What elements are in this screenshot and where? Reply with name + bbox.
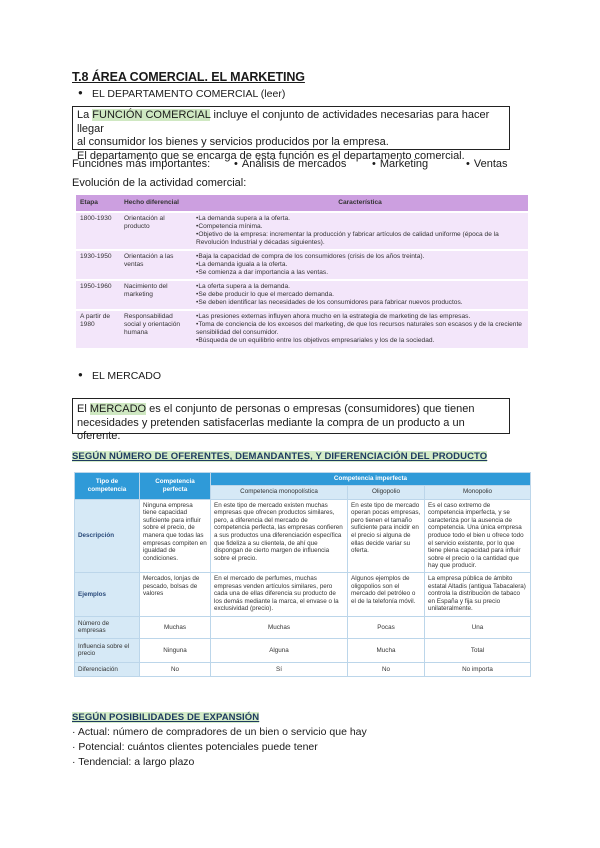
- evolution-hecho: Orientación a las ventas: [120, 250, 192, 280]
- comp-cell: Muchas: [211, 616, 348, 638]
- evolution-caracteristicas: [192, 310, 528, 348]
- section-heading-expansion: SEGÚN POSIBILIDADES DE EXPANSIÓN: [72, 712, 260, 723]
- market-rest: es el conjunto de personas o empresas (consumidores) que tienen: [146, 403, 475, 415]
- definition-box-mercado: [72, 398, 510, 442]
- caracteristica-item: • Las presiones externas influyen ahora mucho en la estrategia de marketing de las empresas.: [196, 313, 524, 321]
- evolution-etapa: A partir de 1980: [76, 310, 120, 348]
- def-prefix: La: [77, 109, 93, 121]
- bullet-departamento: ● EL DEPARTAMENTO COMERCIAL (leer): [92, 88, 285, 100]
- comp-cell: Es el caso extremo de competencia imperfecta, y se caracteriza por la ausencia de competencia. Una única empresa produce todo el bien u ofrece todo el servicio existente, por lo que tiene plena capacidad para influir sobre el precio o la cantidad que hay que producir.: [425, 499, 531, 572]
- evolution-label: Evolución de la actividad comercial:: [72, 177, 247, 189]
- comp-cell: Muchas: [140, 616, 211, 638]
- def-rest: incluye el conjunto de actividades necesarias para hacer llegar: [77, 109, 490, 135]
- expansion-item: · Tendencial: a largo plazo: [72, 756, 195, 768]
- market-line2: necesidades y pretenden satisfacerlas mediante la compra de un producto a un oferente.: [77, 416, 465, 442]
- comp-row-label: Influencia sobre el precio: [75, 638, 140, 662]
- comp-corner-header: Tipo de competencia: [75, 473, 140, 500]
- evolution-header-row: [76, 195, 528, 212]
- comp-cell: Ninguna: [140, 638, 211, 662]
- evolution-table: [76, 195, 528, 348]
- caracteristica-item: • Toma de conciencia de los excesos del marketing, de que los recursos naturales son escasos y de la creciente sensibilidad del consumidor.: [196, 321, 524, 337]
- comp-ejemplos-row: [75, 572, 531, 616]
- evolution-caracteristicas: [192, 280, 528, 310]
- evolution-row: [76, 250, 528, 280]
- comp-cell: Total: [425, 638, 531, 662]
- caracteristica-item: • Se comienza a dar importancia a las ventas.: [196, 269, 524, 277]
- comp-row: [75, 638, 531, 662]
- caracteristica-item: • Baja la capacidad de compra de los consumidores (crisis de los años treinta).: [196, 253, 524, 261]
- evolution-hecho: Nacimiento del marketing: [120, 280, 192, 310]
- caracteristica-item: • La oferta supera a la demanda.: [196, 283, 524, 291]
- evolution-caracteristicas: [192, 250, 528, 280]
- evolution-header: Hecho diferencial: [120, 195, 192, 212]
- evolution-hecho: Orientación al producto: [120, 212, 192, 250]
- comp-cell: La empresa pública de ámbito estatal Altadis (antigua Tabacalera) controla la distribución de tabaco en España y fija su precio unilateralmente.: [425, 572, 531, 616]
- caracteristica-item: • Competencia mínima.: [196, 223, 524, 231]
- caracteristica-item: • La demanda iguala a la oferta.: [196, 261, 524, 269]
- caracteristica-item: • Búsqueda de un equilibrio entre los objetivos empresariales y los de la sociedad.: [196, 337, 524, 345]
- highlight-mercado: MERCADO: [89, 403, 147, 415]
- market-prefix: El: [77, 403, 90, 415]
- function-item: • Marketing: [372, 158, 428, 170]
- comp-cell: Sí: [211, 662, 348, 676]
- comp-cell: No: [348, 662, 425, 676]
- bullet-mercado: ● EL MERCADO: [92, 370, 161, 382]
- function-item: • Análisis de mercados: [234, 158, 346, 170]
- comp-cell: No importa: [425, 662, 531, 676]
- comp-imperfect-header: Competencia imperfecta: [211, 473, 531, 486]
- comp-cell: Pocas: [348, 616, 425, 638]
- comp-row-label: Descripción: [75, 499, 140, 572]
- functions-label: Funciones más importantes:: [72, 158, 211, 170]
- evolution-header: Característica: [192, 195, 528, 212]
- evolution-row: [76, 310, 528, 348]
- comp-desc-row: [75, 499, 531, 572]
- caracteristica-item: • La demanda supera a la oferta.: [196, 215, 524, 223]
- comp-row: [75, 662, 531, 676]
- comp-row: [75, 616, 531, 638]
- evolution-header: Etapa: [76, 195, 120, 212]
- competition-table: [74, 472, 531, 677]
- function-item: • Ventas: [466, 158, 508, 170]
- comp-cell: Algunos ejemplos de oligopolios son el mercado del petróleo o el de la telefonía móvil.: [348, 572, 425, 616]
- definition-box-funcion-comercial: [72, 106, 510, 162]
- evolution-caracteristicas: [192, 212, 528, 250]
- evolution-row: [76, 212, 528, 250]
- comp-subheader: Competencia monopolística: [211, 485, 348, 499]
- def-line2: al consumidor los bienes y servicios producidos por la empresa.: [77, 136, 389, 148]
- comp-perfect-header: Competencia perfecta: [140, 473, 211, 500]
- highlight-funcion-comercial: FUNCIÓN COMERCIAL: [92, 109, 211, 121]
- expansion-item: · Potencial: cuántos clientes potenciales puede tener: [72, 741, 318, 753]
- comp-cell: Alguna: [211, 638, 348, 662]
- evolution-etapa: 1930-1950: [76, 250, 120, 280]
- caracteristica-item: • Se debe producir lo que el mercado demanda.: [196, 291, 524, 299]
- comp-subheader: Oligopolio: [348, 485, 425, 499]
- comp-cell: Ninguna empresa tiene capacidad suficiente para influir sobre el precio, de manera que todas las empresas compiten en igualdad de condiciones.: [140, 499, 211, 572]
- comp-cell: No: [140, 662, 211, 676]
- caracteristica-item: • Objetivo de la empresa: incrementar la producción y fabricar artículos de calidad uniforme (época de la Revolución Industrial y décadas siguientes).: [196, 231, 524, 247]
- evolution-etapa: 1800-1930: [76, 212, 120, 250]
- section-heading-oferentes: SEGÚN NÚMERO DE OFERENTES, DEMANDANTES, Y DIFERENCIACIÓN DEL PRODUCTO: [72, 451, 488, 462]
- comp-header-row: [75, 473, 531, 486]
- comp-cell: En este tipo de mercado existen muchas empresas que ofrecen productos similares, pero, a diferencia del mercado de competencia perfecta, las empresas confieren a sus productos una diferenciación específica que fideliza a su clientela, de ahí que dispongan de cierto margen de influencia sobre el precio.: [211, 499, 348, 572]
- comp-row-label: Ejemplos: [75, 572, 140, 616]
- expansion-item: · Actual: número de compradores de un bien o servicio que hay: [72, 726, 367, 738]
- def-line3: El departamento que se encarga de esta función es el departamento comercial.: [77, 149, 465, 162]
- caracteristica-item: • Se deben identificar las necesidades de los consumidores para fabricar nuevos productos.: [196, 299, 524, 307]
- comp-cell: En el mercado de perfumes, muchas empresas venden artículos similares, pero cada una de ellas diferencia su producto de los demás mediante la marca, el envase o la exclusividad (precio).: [211, 572, 348, 616]
- comp-subheader: Monopolio: [425, 485, 531, 499]
- page-title: T.8 ÁREA COMERCIAL. EL MARKETING: [72, 70, 305, 84]
- comp-row-label: Diferenciación: [75, 662, 140, 676]
- evolution-etapa: 1950-1960: [76, 280, 120, 310]
- evolution-hecho: Responsabilidad social y orientación humana: [120, 310, 192, 348]
- comp-cell: En este tipo de mercado operan pocas empresas, pero tienen el tamaño suficiente para incidir en el precio si alguna de ellas decide variar su oferta.: [348, 499, 425, 572]
- comp-row-label: Número de empresas: [75, 616, 140, 638]
- comp-cell: Mercados, lonjas de pescado, bolsas de valores: [140, 572, 211, 616]
- evolution-row: [76, 280, 528, 310]
- comp-cell: Mucha: [348, 638, 425, 662]
- comp-cell: Una: [425, 616, 531, 638]
